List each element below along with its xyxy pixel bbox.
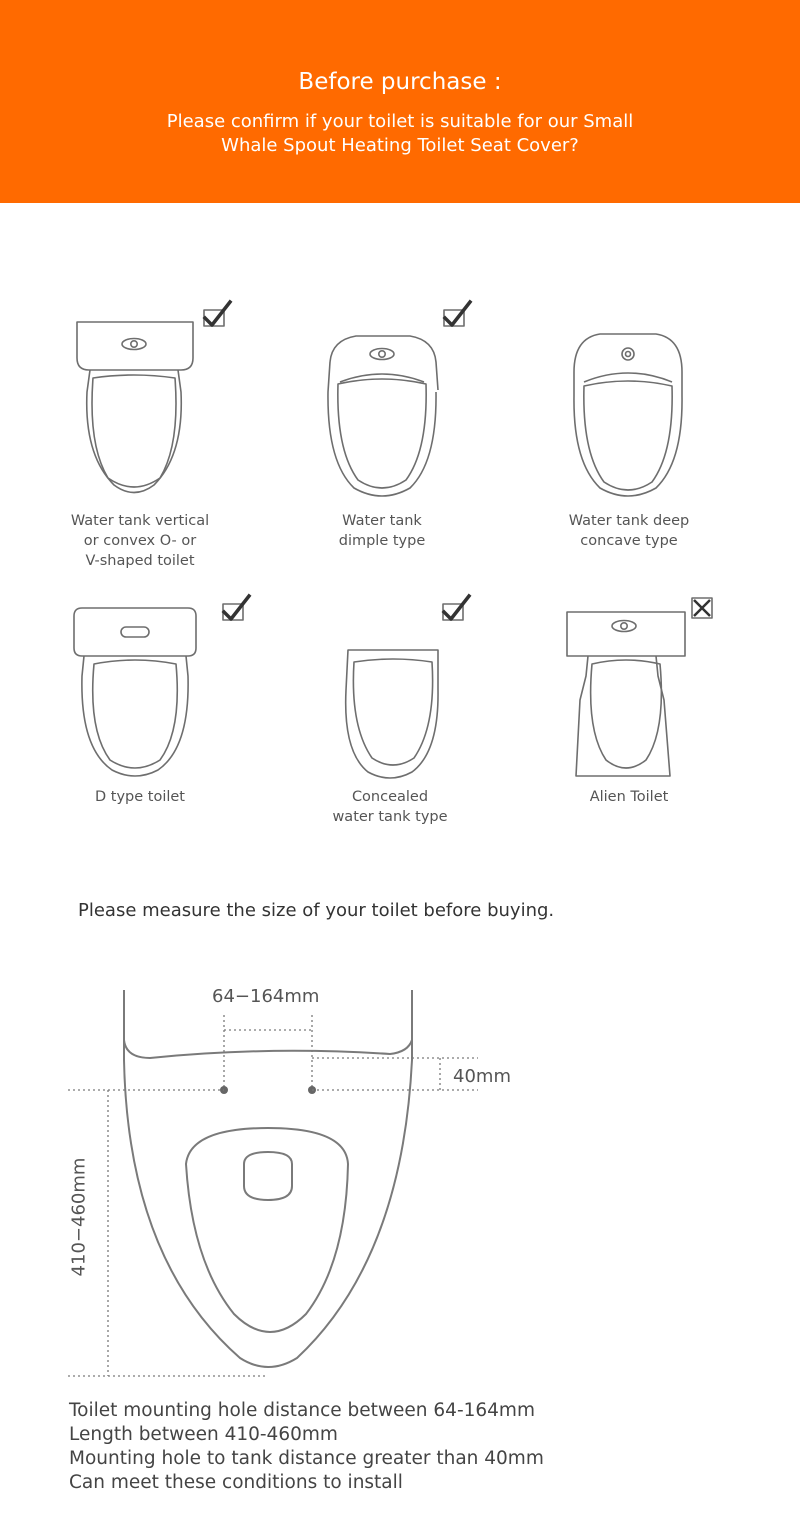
toilet-type-3-drawing bbox=[574, 334, 682, 496]
toilet-type-1-drawing bbox=[77, 322, 193, 493]
note-line-3: Mounting hole to tank distance greater than 40mm bbox=[69, 1448, 544, 1469]
measurement-diagram bbox=[0, 975, 800, 1390]
toilet-type-6-drawing bbox=[567, 612, 685, 776]
note-line-4: Can meet these conditions to install bbox=[69, 1472, 403, 1493]
install-conditions bbox=[69, 1399, 544, 1495]
toilet-type-5-drawing bbox=[346, 650, 438, 778]
tank-distance-label: 40mm bbox=[453, 1066, 511, 1087]
header-banner bbox=[0, 0, 800, 203]
toilet-type-3-label: Water tank deep concave type bbox=[568, 513, 690, 549]
note-line-1: Toilet mounting hole distance between 64-164mm bbox=[69, 1400, 535, 1421]
toilet-type-2-drawing bbox=[328, 336, 438, 496]
check-box-icon bbox=[443, 596, 469, 620]
length-label: 410−460mm bbox=[68, 1157, 90, 1277]
check-box-icon bbox=[223, 596, 249, 620]
check-box-icon bbox=[444, 302, 470, 326]
banner-title: Before purchase : bbox=[298, 69, 502, 95]
toilet-type-4-drawing bbox=[74, 608, 196, 776]
check-box-icon bbox=[204, 302, 230, 326]
measure-heading: Please measure the size of your toilet before buying. bbox=[78, 900, 555, 921]
banner-subtitle-line-2: Whale Spout Heating Toilet Seat Cover? bbox=[221, 135, 579, 156]
hole-distance-label: 64−164mm bbox=[212, 986, 320, 1007]
toilet-type-1-label: Water tank vertical or convex O- or V-shaped toilet bbox=[70, 513, 210, 569]
note-line-2: Length between 410-460mm bbox=[69, 1424, 338, 1445]
length-dimension bbox=[68, 1090, 268, 1376]
banner-subtitle-line-1: Please confirm if your toilet is suitable for our Small bbox=[166, 111, 634, 132]
toilet-type-6-label: Alien Toilet bbox=[589, 789, 669, 805]
toilet-type-5-label: Concealed water tank type bbox=[332, 789, 448, 825]
toilet-type-2-label: Water tank dimple type bbox=[338, 513, 426, 549]
toilet-type-4-label: D type toilet bbox=[95, 789, 185, 805]
cross-box-icon bbox=[692, 598, 712, 618]
